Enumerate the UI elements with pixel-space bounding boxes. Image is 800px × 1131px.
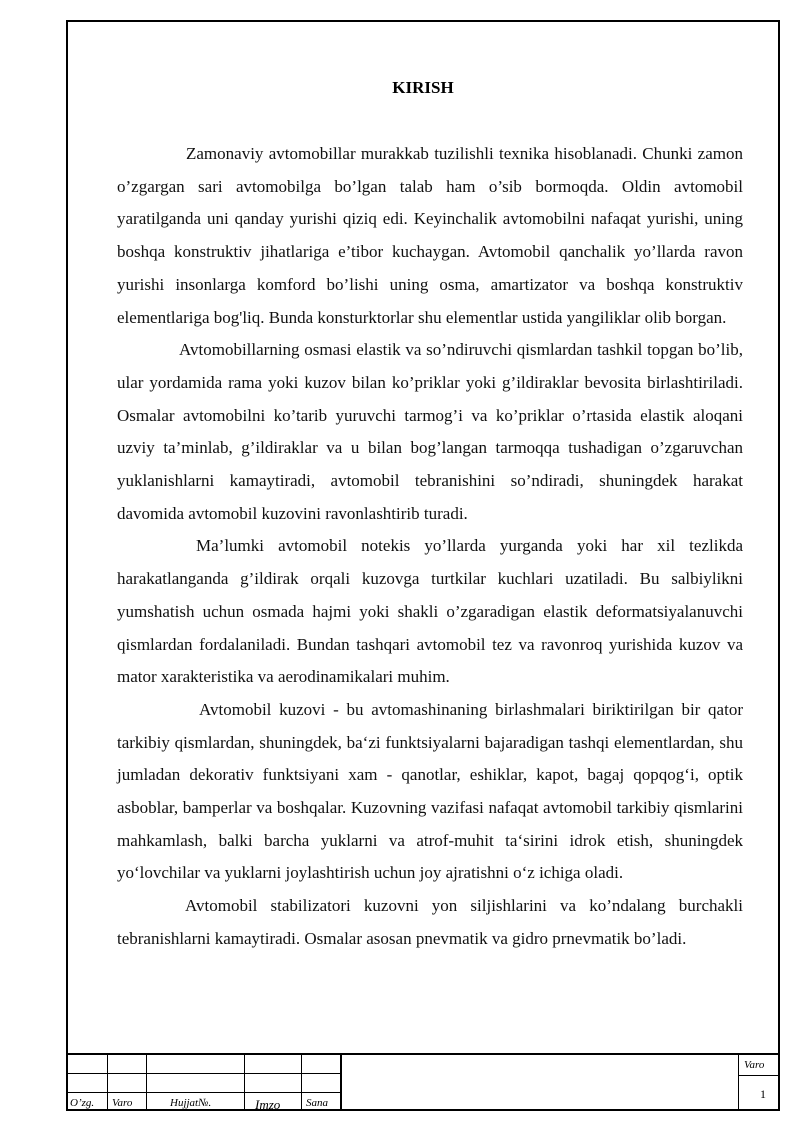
paragraph-3: Ma’lumki avtomobil notekis yo’llarda yurganda yoki har xil tezlikda harakatlanganda g’ildirak orqali kuzovga turtkilar kuchlari uzatiladi. Bu salbiylikni yumshatish uchun osmada hajmi yoki shakli o’zgaradigan elastik deformatsiyalanuvchi qismlardan fordalaniladi. Bundan tashqari avtomobil tez va ravonroq yurishida kuzov va mator xarakteristika va aerodinamikalari muhim.	[117, 536, 743, 687]
page-number: 1	[760, 1087, 766, 1101]
col-label-sana: Sana	[306, 1097, 328, 1109]
sheet-label: Varo	[744, 1059, 765, 1071]
paragraph-1: Zamonaviy avtomobillar murakkab tuzilishli texnika hisoblanadi. Chunki zamon o’zgargan sari avtomobilga bo’lgan talab ham o’sib bormoqda. Oldin avtomobil yaratilganda uni qanday yurishi qiziq edi. Keyinchalik avtomobilni nafaqat yurishi, uning boshqa konstruktiv jihatlariga e’tibor kuchaygan. Avtomobil qanchalik yo’llarda ravon yurishi insonlarga komford bo’lishi uning osma, amartizator va boshqa konstruktiv elementlariga bog'liq. Bunda konsturktorlar shu elementlar ustida yangiliklar olib borgan.	[117, 144, 743, 327]
paragraph-5: Avtomobil stabilizatori kuzovni yon siljishlarini va ko’ndalang burchakli tebranishlarni kamaytiradi. Osmalar asosan pnevmatik va gidro prnevmatik bo’ladi.	[117, 896, 743, 948]
paragraph-2: Avtomobillarning osmasi elastik va so’ndiruvchi qismlardan tashkil topgan bo’lib, ular yordamida rama yoki kuzov bilan ko’priklar yoki g’ildiraklar bevosita birlashtiriladi. Osmalar avtomobilni ko’tarib yuruvchi tarmog’i va ko’priklar o’rtasida elastik aloqani uzviy ta’minlab, g’ildiraklar va u bilan bog’langan tarmoqqa tushadigan o’zgaruvchan yuklanishlarni kamaytiradi, avtomobil tebranishini so’ndiradi, shuningdek harakat davomida avtomobil kuzovini ravonlashtirib turadi.	[117, 340, 743, 523]
page-frame	[66, 20, 780, 1111]
title-block	[68, 1053, 778, 1111]
col-label-imzo: Imzo	[255, 1097, 281, 1112]
col-label-hujjat: Hujjat№.	[170, 1097, 212, 1109]
document-title: KIRISH	[392, 78, 454, 97]
document-body	[117, 138, 743, 956]
col-label-varo: Varo	[112, 1097, 133, 1109]
col-label-ozg: O’zg.	[70, 1097, 95, 1109]
paragraph-4: Avtomobil kuzovi - bu avtomashinaning birlashmalari biriktirilgan bir qator tarkibiy qismlardan, shuningdek, ba‘zi funktsiyalarni bajaradigan tashqi elementlardan, shu jumladan dekorativ funktsiyani xam - qanotlar, eshiklar, kapot, bagaj qopqog‘i, optik asboblar, bamperlar va boshqalar. Kuzovning vazifasi nafaqat avtomobil tarkibiy qismlarini mahkamlash, balki barcha yuklarni va atrof-muhit ta‘sirini idrok etish, shuningdek yo‘lovchilar va yuklarni joylashtirish uchun joy ajratishni o‘z ichiga oladi.	[117, 699, 743, 883]
